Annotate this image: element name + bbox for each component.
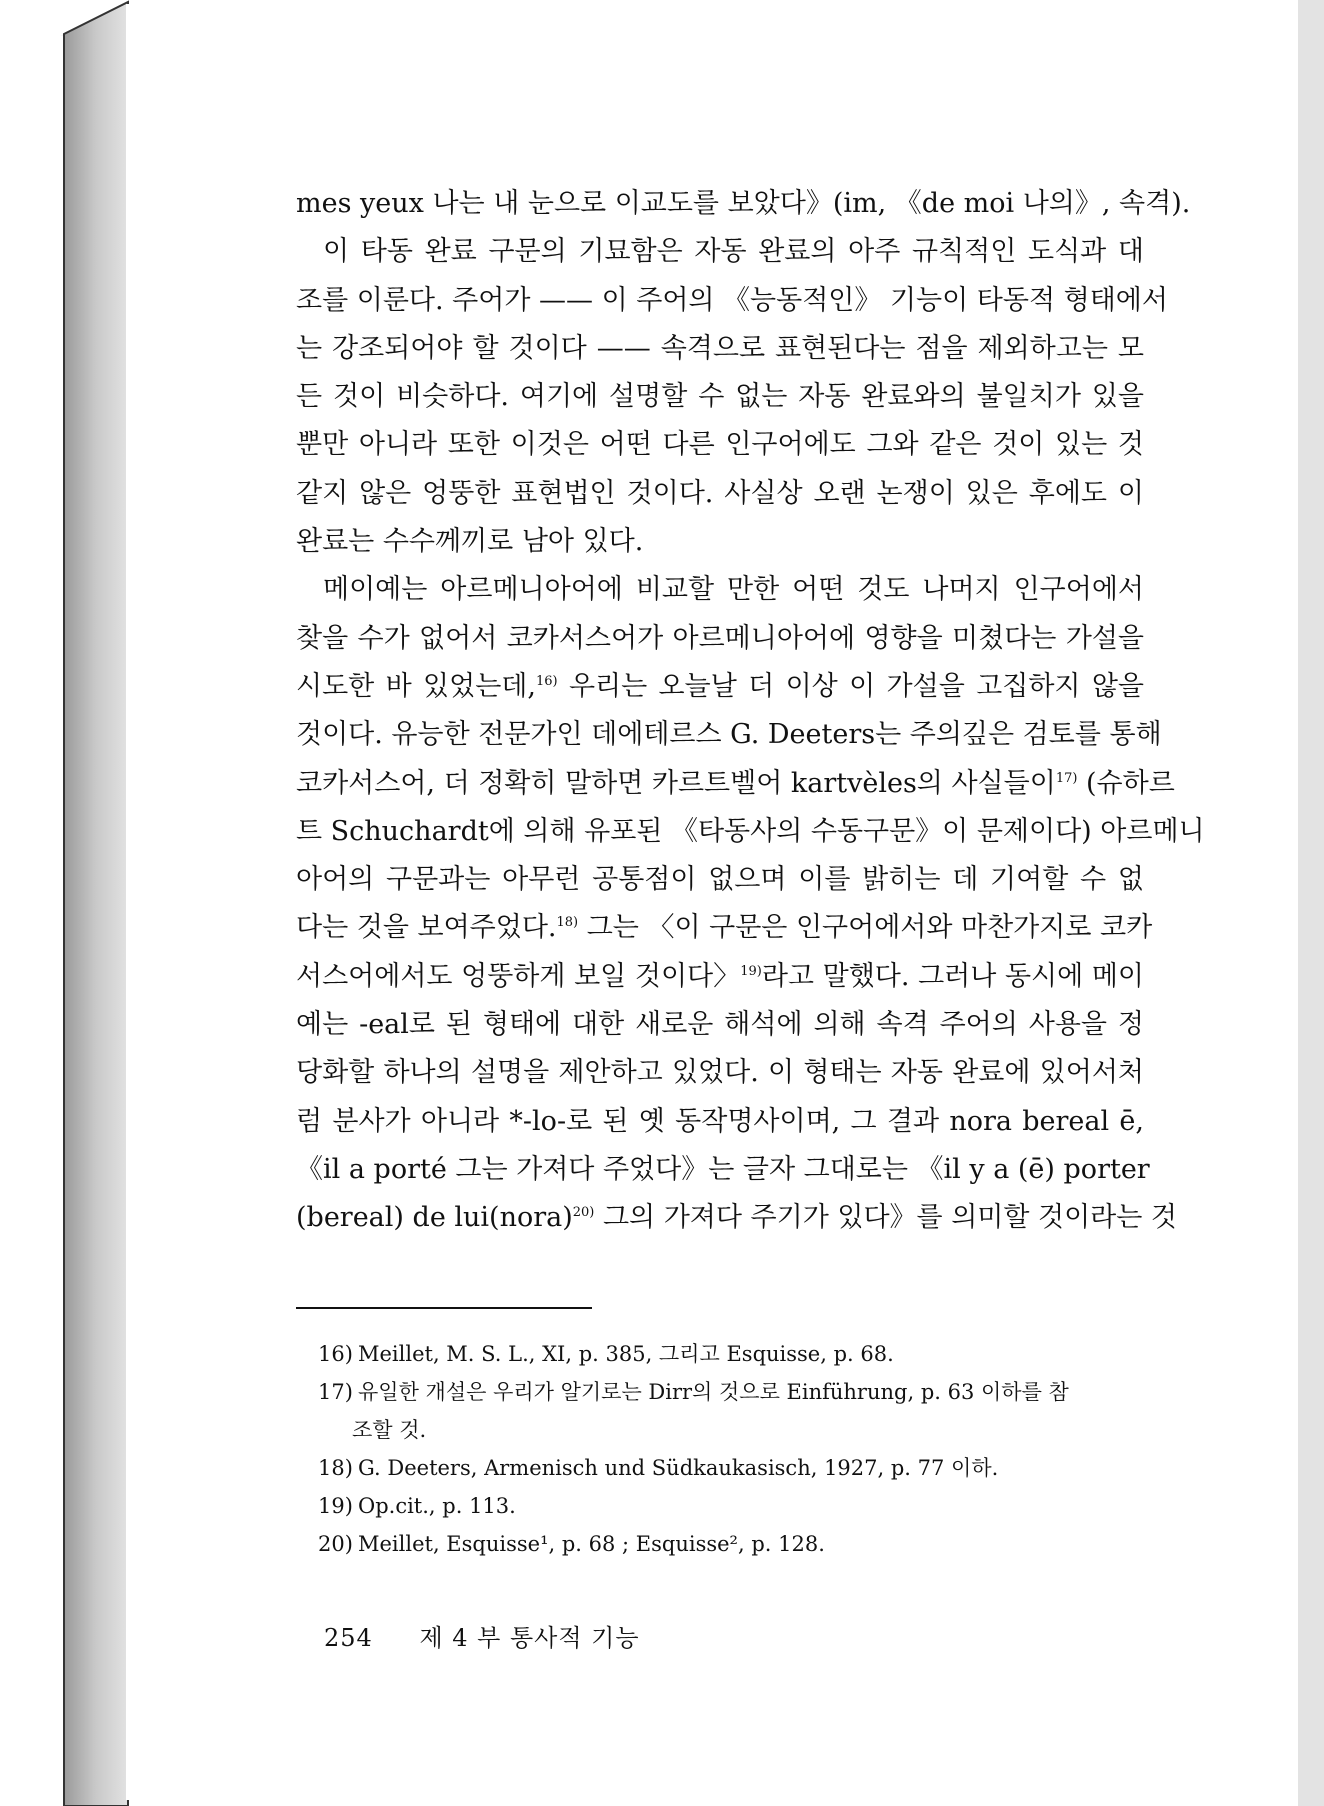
text-line-segment: 는 강조되어야 할 것이다 —— 속격으로 표현된다는 점을 제외하고는 모 bbox=[296, 332, 1144, 364]
text-line-segment: 찾을 수가 없어서 코카서스어가 아르메니아어에 영향을 미쳤다는 가설을 bbox=[296, 622, 1144, 654]
text-line-segment: 이 타동 완료 구문의 기묘함은 자동 완료의 아주 규칙적인 도식과 대 bbox=[323, 236, 1144, 268]
text-line bbox=[296, 953, 1144, 1001]
footnote-marker: 18) bbox=[556, 915, 579, 931]
book-spine-edge bbox=[0, 0, 130, 1806]
footnote-number: 17) bbox=[318, 1380, 353, 1404]
page-footer bbox=[324, 1618, 640, 1653]
text-line bbox=[296, 1049, 1144, 1097]
text-line-segment: 《il a porté 그는 가져다 주었다》는 글자 그대로는 《il y a (ē) porter bbox=[296, 1153, 1150, 1185]
text-line bbox=[296, 228, 1144, 276]
footnote-text: 조할 것. bbox=[352, 1418, 427, 1442]
footnote-text: Meillet, Esquisse¹, p. 68 ; Esquisse², p. 128. bbox=[358, 1532, 825, 1556]
text-line-segment: 시도한 바 있었는데, bbox=[296, 670, 536, 702]
footnote-text: Meillet, M. S. L., XI, p. 385, 그리고 Esquisse, p. 68. bbox=[358, 1342, 894, 1366]
footnote-item bbox=[318, 1487, 1144, 1525]
text-line bbox=[296, 808, 1205, 856]
footnote-item bbox=[318, 1525, 1144, 1563]
text-line-segment: 당화할 하나의 설명을 제안하고 있었다. 이 형태는 자동 완료에 있어서처 bbox=[296, 1057, 1144, 1089]
footnote-item bbox=[318, 1335, 1144, 1373]
text-line-segment: 아어의 구문과는 아무런 공통점이 없으며 이를 밝히는 데 기여할 수 없 bbox=[296, 864, 1144, 896]
text-line bbox=[296, 180, 1191, 228]
footnote-separator bbox=[296, 1307, 592, 1309]
text-line bbox=[296, 760, 1175, 808]
text-line bbox=[296, 711, 1162, 759]
text-line bbox=[296, 663, 1144, 711]
text-line bbox=[296, 1001, 1144, 1049]
text-line-segment: 라고 말했다. 그러나 동시에 메이 bbox=[761, 960, 1144, 992]
text-line bbox=[296, 1146, 1150, 1194]
page-right-edge bbox=[1298, 0, 1324, 1806]
text-line-segment: 코카서스어, 더 정확히 말하면 카르트벨어 kartvèles의 사실들이 bbox=[296, 767, 1056, 799]
footnote-marker: 19) bbox=[740, 963, 762, 979]
footnote-item bbox=[318, 1411, 1144, 1449]
text-line-segment: 것이다. 유능한 전문가인 데에테르스 G. Deeters는 주의깊은 검토를 통해 bbox=[296, 719, 1162, 751]
text-line bbox=[296, 277, 1168, 325]
text-line-segment: mes yeux 나는 내 눈으로 이교도를 보았다》(im, 《de moi 나의》, 속격). bbox=[296, 188, 1191, 219]
text-line bbox=[296, 470, 1144, 518]
text-line bbox=[296, 615, 1144, 663]
text-line bbox=[296, 518, 1144, 566]
text-line-segment: 트 Schuchardt에 의해 유포된 《타동사의 수동구문》이 문제이다) 아르메니 bbox=[296, 815, 1205, 847]
text-line bbox=[296, 373, 1144, 421]
text-line-segment: (bereal) de lui(nora) bbox=[296, 1202, 573, 1234]
text-line-segment: (슈하르 bbox=[1077, 767, 1175, 799]
text-line-segment: 우리는 오늘날 더 이상 이 가설을 고집하지 않을 bbox=[557, 670, 1145, 702]
text-line bbox=[296, 856, 1144, 904]
footnote-number: 18) bbox=[318, 1456, 353, 1480]
text-line-segment: 같지 않은 엉뚱한 표현법인 것이다. 사실상 오랜 논쟁이 있은 후에도 이 bbox=[296, 477, 1144, 509]
text-line bbox=[296, 566, 1144, 614]
text-line bbox=[296, 1194, 1178, 1242]
footnote-text: Op.cit., p. 113. bbox=[358, 1494, 516, 1518]
footnote-marker: 20) bbox=[572, 1205, 595, 1221]
text-line bbox=[296, 421, 1144, 469]
text-line-segment: 그의 가져다 주기가 있다》를 의미할 것이라는 것 bbox=[594, 1202, 1178, 1234]
footnotes bbox=[318, 1335, 1144, 1563]
section-title: 제 4 부 통사적 기능 bbox=[419, 1624, 640, 1652]
text-line-segment: 든 것이 비슷하다. 여기에 설명할 수 없는 자동 완료와의 불일치가 있을 bbox=[296, 381, 1144, 413]
page-number: 254 bbox=[324, 1624, 373, 1652]
footnote-item bbox=[318, 1449, 1144, 1487]
text-line bbox=[296, 325, 1144, 373]
text-line-segment: 서스어에서도 엉뚱하게 보일 것이다〉 bbox=[296, 960, 741, 992]
footnote-marker: 17) bbox=[1055, 770, 1078, 786]
footnote-marker: 16) bbox=[535, 673, 558, 689]
text-line bbox=[296, 1098, 1144, 1146]
text-line-segment: 그는 〈이 구문은 인구어에서와 마찬가지로 코카 bbox=[578, 912, 1153, 944]
footnote-item bbox=[318, 1373, 1144, 1411]
body-text bbox=[296, 180, 1205, 1243]
footnote-text: 유일한 개설은 우리가 알기로는 Dirr의 것으로 Einführung, p. 63 이하를 참 bbox=[358, 1380, 1069, 1404]
text-line-segment: 다는 것을 보여주었다. bbox=[296, 912, 557, 944]
text-line-segment: 럼 분사가 아니라 *-lo-로 된 옛 동작명사이며, 그 결과 nora bereal ē, bbox=[296, 1105, 1144, 1137]
text-line-segment: 뿐만 아니라 또한 이것은 어떤 다른 인구어에도 그와 같은 것이 있는 것 bbox=[296, 429, 1144, 461]
text-line-segment: 조를 이룬다. 주어가 —— 이 주어의 《능동적인》 기능이 타동적 형태에서 bbox=[296, 284, 1168, 316]
text-line-segment: 메이예는 아르메니아어에 비교할 만한 어떤 것도 나머지 인구어에서 bbox=[323, 574, 1144, 606]
footnote-text: G. Deeters, Armenisch und Südkaukasisch, 1927, p. 77 이하. bbox=[358, 1456, 999, 1480]
footnote-number: 16) bbox=[318, 1342, 353, 1366]
footnote-number: 20) bbox=[318, 1532, 353, 1556]
text-line bbox=[296, 904, 1153, 952]
text-line-segment: 예는 -eal로 된 형태에 대한 새로운 해석에 의해 속격 주어의 사용을 정 bbox=[296, 1009, 1144, 1041]
footnote-number: 19) bbox=[318, 1494, 353, 1518]
text-line-segment: 완료는 수수께끼로 남아 있다. bbox=[296, 526, 644, 558]
